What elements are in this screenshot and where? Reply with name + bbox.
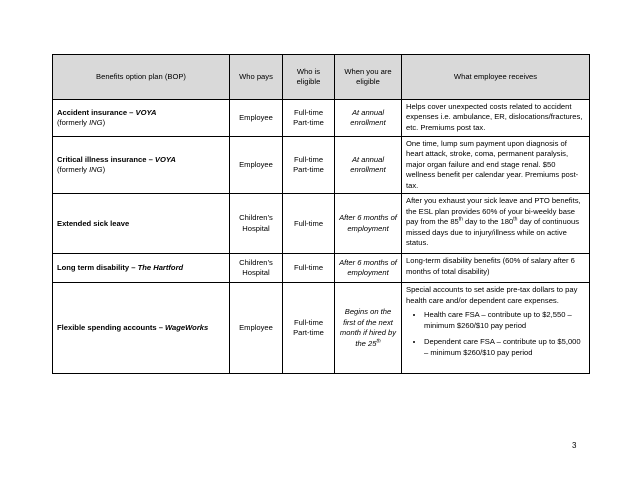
superscript: th: [376, 338, 381, 345]
plan-name: Accident insurance –: [57, 107, 136, 117]
who-pays-line1: Children’s: [239, 257, 273, 267]
who-pays-line1: Children’s: [239, 213, 273, 223]
when-text: Begins on the first of the next month if hired by the 25: [339, 307, 397, 348]
header-who-eligible: Who is eligible: [283, 55, 335, 100]
receives-cell: Helps cover unexpected costs related to accident expenses i.e. ambulance, ER, dislocations/fractures, etc. Premiums post tax.: [402, 100, 590, 137]
fsa-bullet-list: [406, 310, 585, 358]
list-item: • Health care FSA – contribute up to $2,550 – minimum $260/$10 pay period: [424, 310, 585, 331]
receives-cell: Long-term disability benefits (60% of salary after 6 months of total disability): [402, 254, 590, 283]
list-item: • Dependent care FSA – contribute up to $5,000 – minimum $260/$10 pay period: [424, 337, 585, 358]
plan-provider: WageWorks: [165, 323, 209, 333]
receives-text: After you exhaust your sick leave and PTO benefits, the ESL plan provides 60% of your bi-weekly base pay from the 85: [406, 196, 581, 227]
eligible-cell: [283, 100, 335, 137]
who-pays-line2: Hospital: [242, 223, 270, 233]
header-when-eligible: When you are eligible: [335, 55, 402, 100]
eligible-parttime: Part-time: [293, 165, 324, 175]
eligible-fulltime: Full-time: [293, 107, 324, 117]
eligible-fulltime: Full-time: [293, 317, 324, 327]
page-number: 3: [572, 441, 577, 450]
eligible-parttime: Part-time: [293, 328, 324, 338]
plan-name: Extended sick leave: [57, 218, 130, 228]
who-pays-cell: [230, 254, 283, 283]
eligible-fulltime: Full-time: [293, 154, 324, 164]
when-eligible-cell: After 6 months of employment: [335, 254, 402, 283]
table-row: [53, 283, 590, 374]
when-eligible-cell: At annual enrollment: [335, 137, 402, 194]
when-eligible-cell: At annual enrollment: [335, 100, 402, 137]
header-plan: Benefits option plan (BOP): [53, 55, 230, 100]
receives-cell: [402, 283, 590, 374]
eligible-cell: Full-time: [283, 194, 335, 254]
when-eligible-cell: After 6 months of employment: [335, 194, 402, 254]
who-pays-cell: Employee: [230, 137, 283, 194]
plan-note: ING: [89, 118, 103, 127]
receives-cell: [402, 194, 590, 254]
receives-cell: One time, lump sum payment upon diagnosis of heart attack, stroke, coma, permanent paralysis, major organ failure and end stage renal. $50 wellness benefit per calendar year. Premiums post-tax.: [402, 137, 590, 194]
eligible-cell: Full-time: [283, 254, 335, 283]
eligible-parttime: Part-time: [293, 118, 324, 127]
superscript: th: [458, 216, 463, 223]
receives-text: day to the 180: [462, 217, 514, 227]
table-row: [53, 194, 590, 254]
plan-cell: [53, 254, 230, 283]
table-row: [53, 254, 590, 283]
eligible-cell: [283, 283, 335, 374]
benefits-table: [52, 54, 590, 374]
plan-name: Long term disability –: [57, 263, 138, 273]
plan-cell: [53, 194, 230, 254]
table-row: [53, 137, 590, 194]
plan-name: Flexible spending accounts –: [57, 323, 166, 333]
header-receives: What employee receives: [402, 55, 590, 100]
when-eligible-cell: [335, 283, 402, 374]
header-row: [53, 55, 590, 100]
who-pays-cell: Employee: [230, 283, 283, 374]
table-row: [53, 100, 590, 137]
plan-provider: VOYA: [154, 154, 176, 164]
plan-name: Critical illness insurance –: [57, 154, 155, 164]
header-who-pays: Who pays: [230, 55, 283, 100]
plan-note: ING: [89, 165, 103, 175]
receives-intro: Special accounts to set aside pre-tax dollars to pay health care and/or dependent care expenses.: [406, 285, 578, 305]
superscript: th: [513, 216, 518, 223]
plan-provider: VOYA: [135, 107, 157, 117]
plan-provider: The Hartford: [137, 263, 184, 273]
who-pays-line2: Hospital: [242, 268, 270, 278]
plan-cell: Accident insurance – VOYA (formerly ING): [53, 100, 230, 137]
eligible-cell: [283, 137, 335, 194]
who-pays-cell: Employee: [230, 100, 283, 137]
plan-cell: [53, 283, 230, 374]
who-pays-cell: [230, 194, 283, 254]
plan-cell: Critical illness insurance – VOYA (formerly ING): [53, 137, 230, 194]
receives-text: day of continuous missed days due to injury/illness while on active status.: [406, 217, 579, 248]
